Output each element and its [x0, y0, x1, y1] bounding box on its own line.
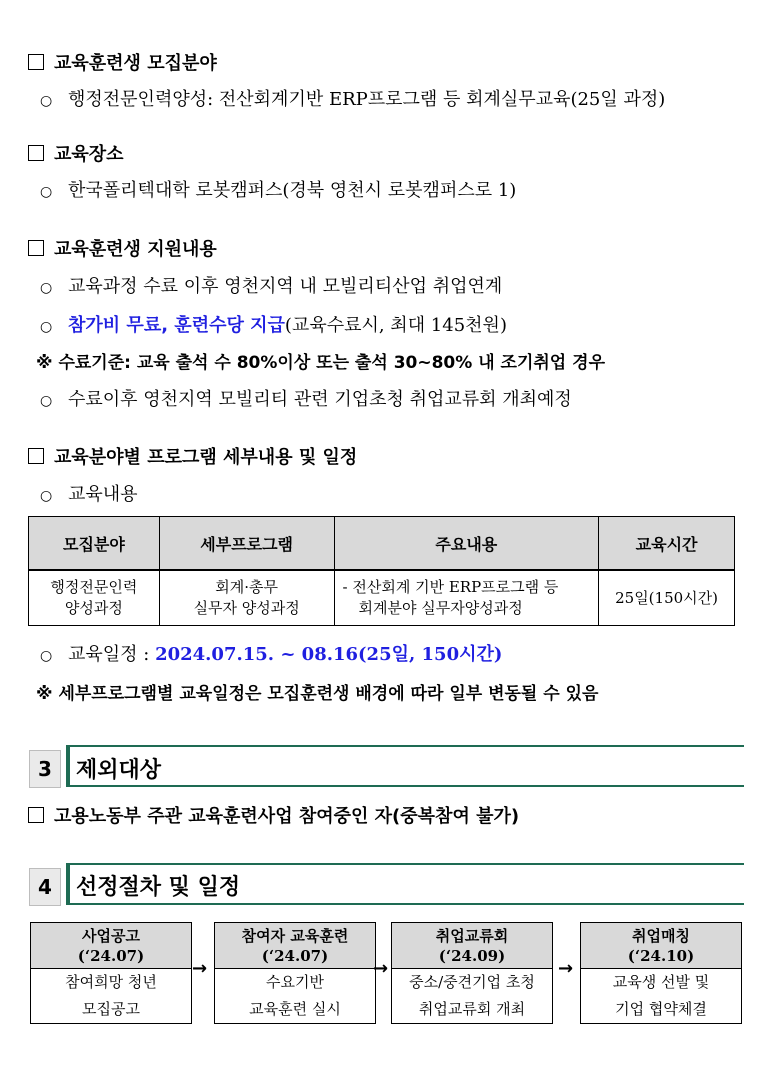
process-step-job-fair: 취업교류회 (‘24.09) 중소/중견기업 초청 취업교류회 개최 — [391, 922, 553, 1024]
process-step-training: 참여자 교육훈련 (‘24.07) 수요기반 교육훈련 실시 — [214, 922, 376, 1024]
section-number: 4 — [29, 868, 61, 906]
program-table — [28, 516, 735, 626]
circle-bullet-icon: ○ — [40, 319, 53, 335]
checkbox-square-icon — [28, 807, 44, 823]
checkbox-square-icon — [28, 54, 44, 70]
heading-text: 교육훈련생 모집분야 — [54, 53, 217, 74]
col-header-field: 모집분야 — [29, 517, 160, 571]
col-header-program: 세부프로그램 — [159, 517, 334, 571]
arrow-right-icon: → — [192, 958, 208, 979]
list-item: ○ 교육내용 — [40, 484, 138, 505]
checkbox-square-icon — [28, 240, 44, 256]
section-title: 제외대상 — [76, 758, 162, 783]
heading-recruit-field — [28, 49, 217, 75]
heading-support: 교육훈련생 지원내용 — [28, 235, 217, 261]
schedule-note: ※ 세부프로그램별 교육일정은 모집훈련생 배경에 따라 일부 변동될 수 있음 — [36, 684, 599, 704]
section-title: 선정절차 및 일정 — [76, 875, 241, 900]
circle-bullet-icon: ○ — [40, 393, 53, 409]
list-item: ○ 한국폴리텍대학 로봇캠퍼스(경북 영천시 로봇캠퍼스로 1) — [40, 180, 517, 201]
list-item: ○ 행정전문인력양성: 전산회계기반 ERP프로그램 등 회계실무교육(25일 과정) — [40, 89, 666, 110]
cell-program: 회계·총무 실무자 양성과정 — [159, 570, 334, 626]
section-rule — [66, 863, 744, 865]
checkbox-square-icon — [28, 145, 44, 161]
list-item: ○ 참가비 무료, 훈련수당 지급(교육수료시, 최대 145천원) — [40, 315, 507, 336]
circle-bullet-icon: ○ — [40, 648, 53, 664]
table-row — [29, 570, 735, 626]
cell-time: 25일(150시간) — [599, 570, 735, 626]
section-rule — [66, 745, 744, 747]
col-header-time: 교육시간 — [599, 517, 735, 571]
checkbox-square-icon — [28, 448, 44, 464]
cell-field: 행정전문인력 양성과정 — [29, 570, 160, 626]
circle-bullet-icon: ○ — [40, 184, 53, 200]
section-number: 3 — [29, 750, 61, 788]
circle-bullet-icon: ○ — [40, 93, 53, 109]
table-header-row — [29, 517, 735, 571]
section-divider — [66, 746, 70, 786]
circle-bullet-icon: ○ — [40, 488, 53, 504]
list-item: ○ 수료이후 영천지역 모빌리티 관련 기업초청 취업교류회 개최예정 — [40, 389, 572, 410]
circle-bullet-icon: ○ — [40, 280, 53, 296]
heading-program-details: 교육분야별 프로그램 세부내용 및 일정 — [28, 443, 357, 469]
exclusion-item: 고용노동부 주관 교육훈련사업 참여중인 자(중복참여 불가) — [28, 802, 519, 828]
heading-location: 교육장소 — [28, 140, 124, 166]
arrow-right-icon: → — [558, 958, 574, 979]
list-item: ○ 교육과정 수료 이후 영천지역 내 모빌리티산업 취업연계 — [40, 276, 503, 297]
completion-criteria-note: ※ 수료기준: 교육 출석 수 80%이상 또는 출석 30~80% 내 조기취업 경우 — [36, 353, 605, 373]
schedule-line: ○ 교육일정 : 2024.07.15. ~ 08.16(25일, 150시간) — [40, 644, 503, 665]
process-step-job-matching: 취업매칭 (‘24.10) 교육생 선발 및 기업 협약체결 — [580, 922, 742, 1024]
process-step-announcement: 사업공고 (‘24.07) 참여희망 청년 모집공고 — [30, 922, 192, 1024]
section-divider — [66, 864, 70, 904]
cell-content: - 전산회계 기반 ERP프로그램 등 회계분야 실무자양성과정 — [334, 570, 599, 626]
section-rule — [66, 903, 744, 905]
arrow-right-icon: → — [373, 958, 389, 979]
section-rule — [66, 785, 744, 787]
col-header-content: 주요내용 — [334, 517, 599, 571]
